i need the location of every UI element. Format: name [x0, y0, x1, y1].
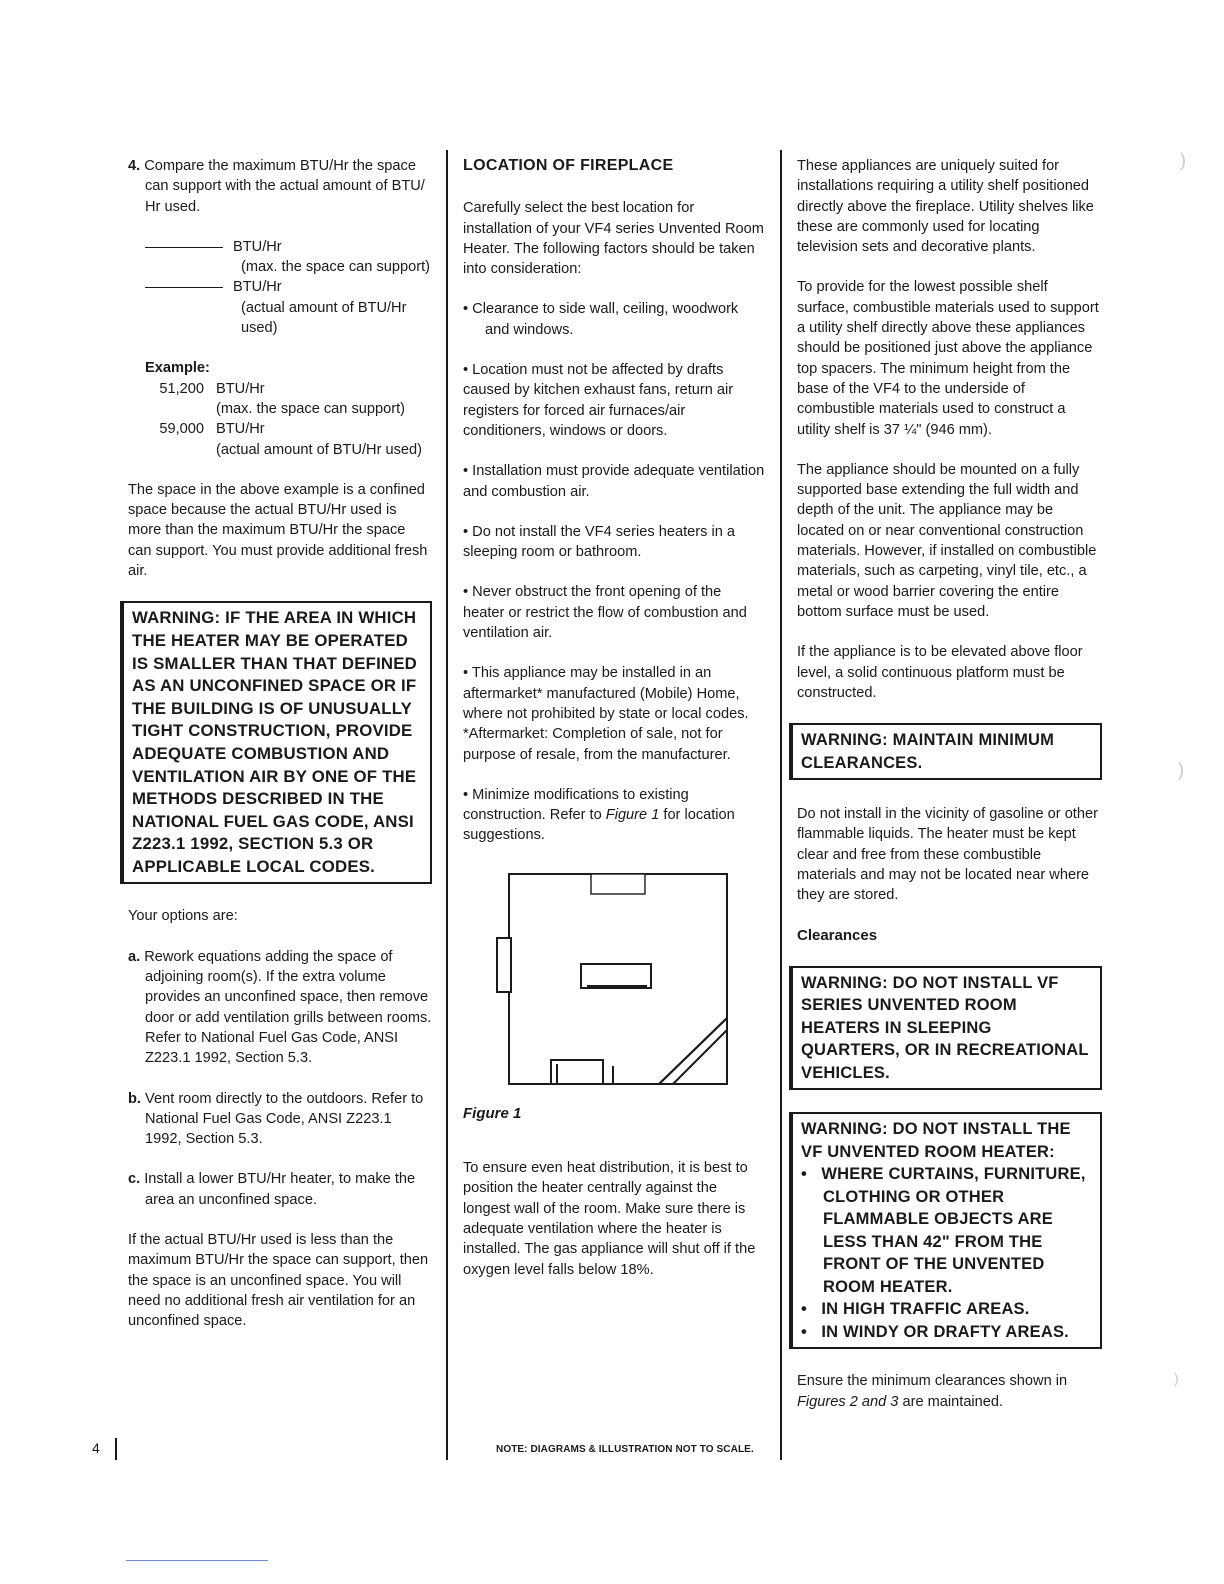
warning-clearances	[789, 723, 1102, 780]
figure-1-diagram	[489, 868, 729, 1088]
option-a	[128, 947, 432, 1069]
btu-form	[128, 237, 432, 338]
heat-distribution-text: To ensure even heat distribution, it is best to position the heater centrally against the longest wall of the room. Make sure there is adequate ventilation where the heater is installed. The gas appliance will shut off if the oxygen level falls below 18%.	[463, 1160, 756, 1278]
option-c	[128, 1169, 432, 1210]
confined-space-text: The space in the above example is a confined space because the actual BTU/Hr used is more than the maximum BTU/Hr the space can support. You must provide additional fresh air.	[128, 481, 428, 580]
example-heading: Example:	[145, 360, 210, 377]
actual-btu-blank[interactable]	[145, 287, 223, 288]
option-a-letter: a.	[128, 948, 141, 965]
bullet-text: This appliance may be installed in an aftermarket* manufactured (Mobile) Home, where not prohibited by state or local codes.	[463, 665, 749, 722]
step-4-text: Compare the maximum BTU/Hr the space can support with the actual amount of BTU/ Hr used.	[144, 158, 425, 215]
figures-2-3-reference[interactable]: Figures 2 and 3	[797, 1393, 899, 1410]
room-layout-svg	[489, 868, 729, 1088]
example-actual-label: (actual amount of BTU/Hr used)	[216, 441, 423, 458]
option-c-letter: c.	[128, 1171, 141, 1188]
location-bullet-2: • Location must not be affected by drafts caused by kitchen exhaust fans, return air registers for forced air furnaces/air conditioners, windows or doors.	[463, 362, 734, 439]
option-b	[128, 1089, 432, 1150]
max-btu-blank[interactable]	[145, 247, 223, 248]
scan-edge-line	[126, 1560, 268, 1561]
location-bullet-6: • This appliance may be installed in an aftermarket* manufactured (Mobile) Home, where not prohibited by state or local codes. *Aftermarket: Completion of sale, not for purpose of resale, from the manufacturer.	[463, 663, 765, 764]
warning-confined-text: WARNING: IF THE AREA IN WHICH THE HEATER MAY BE OPERATED IS SMALLER THAN THAT DEFINED AS AN UNCONFINED SPACE OR IF THE BUILDING IS OF UNUSUALLY TIGHT CONSTRUCTION, PROVIDE ADEQUATE COMBUSTION AND VENTILATION AIR BY ONE OF THE METHODS DESCRIBED IN THE NATIONAL FUEL GAS CODE, ANSI Z223.1 1992, SECTION 5.3 OR APPLICABLE LOCAL CODES.	[132, 608, 417, 876]
warning-item-text: WHERE CURTAINS, FURNITURE, CLOTHING OR OTHER FLAMMABLE OBJECTS ARE LESS THAN 42" FROM THE FRONT OF THE UNVENTED ROOM HEATER.	[821, 1165, 1086, 1296]
column-3	[797, 156, 1102, 1432]
clearances-heading: Clearances	[797, 926, 878, 944]
aftermarket-note: *Aftermarket: Completion of sale, not for purpose of resale, from the manufacturer.	[463, 726, 731, 763]
bullet-text: Clearance to side wall, ceiling, woodwork and windows.	[472, 301, 739, 338]
bullet-text: Never obstruct the front opening of the heater or restrict the flow of combustion and ventilation air.	[463, 584, 747, 642]
heater-center	[581, 964, 651, 988]
step-4	[128, 156, 432, 217]
option-b-text: Vent room directly to the outdoors. Refer to National Fuel Gas Code, ANSI Z223.1 1992, Section 5.3.	[145, 1090, 424, 1148]
option-a-text: Rework equations adding the space of adjoining room(s). If the extra volume provides an unconfined space, then remove door or add ventilation grills between rooms. Refer to National Fuel Gas Code, ANSI Z223.1 1992, Section 5.3.	[144, 948, 432, 1067]
platform-text: If the appliance is to be elevated above floor level, a solid continuous platform must be constructed.	[797, 644, 1083, 701]
column-rule-1	[446, 150, 448, 1460]
heater-bottom	[551, 1060, 603, 1084]
footer-note: NOTE: DIAGRAMS & ILLUSTRATION NOT TO SCALE.	[496, 1444, 754, 1455]
warning-rv-text: WARNING: DO NOT INSTALL VF SERIES UNVENTED ROOM HEATERS IN SLEEPING QUARTERS, OR IN RECREATIONAL VEHICLES.	[801, 973, 1089, 1082]
example-actual-row	[128, 419, 432, 439]
warning-confined-space	[120, 601, 432, 884]
ensure-tail: are maintained.	[902, 1393, 1004, 1410]
flammable-liquids-text: Do not install in the vicinity of gasoline or other flammable liquids. The heater must be kept clear and free from these combustible materials and may not be located near where they are stored.	[797, 806, 1098, 904]
example-max-row	[128, 379, 432, 399]
example-block	[128, 358, 432, 459]
location-bullet-3: • Installation must provide adequate ventilation and combustion air.	[463, 463, 765, 500]
scan-mark-1: )	[1180, 150, 1186, 170]
actual-unit: BTU/Hr	[233, 279, 282, 296]
warning-item-text: IN HIGH TRAFFIC AREAS.	[821, 1300, 1030, 1319]
bullet-text: Do not install the VF4 series heaters in a sleeping room or bathroom.	[463, 523, 735, 561]
actual-label: (actual amount of BTU/Hr used)	[241, 299, 407, 337]
location-bullet-4: • Do not install the VF4 series heaters in a sleeping room or bathroom.	[463, 523, 735, 561]
warning-item-text: IN WINDY OR DRAFTY AREAS.	[821, 1322, 1069, 1341]
bullet-text-tail: for location suggestions.	[463, 807, 735, 844]
warning-list-item-3: • IN WINDY OR DRAFTY AREAS.	[801, 1322, 1069, 1341]
example-max-label: (max. the space can support)	[216, 400, 405, 417]
column-rule-left	[115, 1438, 117, 1460]
example-actual-unit: BTU/Hr	[216, 421, 265, 438]
shelf-spacer-text: To provide for the lowest possible shelf surface, combustible materials used to support a utility shelf directly above these appliances should be positioned just above the appliance top spacers. The minimum height from the base of the VF4 to the underside of combustible materials used to construct a utility shelf is 37 ¼" (946 mm).	[797, 279, 1099, 438]
figure-1-caption: Figure 1	[463, 1104, 522, 1122]
door-left	[497, 938, 511, 992]
ensure-clearances-text	[797, 1371, 1102, 1412]
utility-shelf-text: These appliances are uniquely suited for installations requiring a utility shelf positioned directly above the fireplace. Utility shelves like these are commonly used for locating television sets and decorative plants.	[797, 158, 1094, 256]
option-b-letter: b.	[128, 1090, 141, 1107]
window-top	[591, 874, 645, 894]
base-support-text: The appliance should be mounted on a fully supported base extending the full width and depth of the unit. The appliance may be located on or near conventional construction materials. However, if installed on combustible materials, such as carpeting, vinyl tile, etc., a metal or wood barrier covering the entire bottom surface must be used.	[797, 461, 1097, 620]
max-unit: BTU/Hr	[233, 238, 282, 255]
location-bullet-5: • Never obstruct the front opening of the heater or restrict the flow of combustion and ventilation air.	[463, 584, 747, 642]
example-max-unit: BTU/Hr	[216, 380, 265, 397]
bullet-text: Location must not be affected by drafts caused by kitchen exhaust fans, return air registers for forced air furnaces/air conditioners, windows or doors.	[463, 362, 734, 439]
column-2	[463, 156, 765, 1300]
max-label: (max. the space can support)	[241, 259, 430, 276]
unconfined-space-text: If the actual BTU/Hr used is less than the maximum BTU/Hr the space can support, then the space is an unconfined space. You will need no additional fresh air ventilation for an unconfined space.	[128, 1232, 429, 1330]
scan-mark-2: )	[1178, 760, 1184, 780]
column-rule-2	[780, 150, 782, 1460]
warning-clearances-text: WARNING: MAINTAIN MINIMUM CLEARANCES.	[801, 731, 1055, 772]
warning-rv	[789, 966, 1102, 1091]
bullet-text: Minimize modifications to existing construction. Refer to	[463, 786, 689, 824]
location-bullet-1: • Clearance to side wall, ceiling, woodwork and windows.	[463, 301, 739, 338]
location-bullet-7: • Minimize modifications to existing construction. Refer to Figure 1 for location suggestions.	[463, 786, 735, 844]
options-intro: Your options are:	[128, 908, 238, 925]
example-max-value: 51,200	[159, 380, 204, 397]
step-4-number: 4.	[128, 158, 141, 174]
bullet-text: Installation must provide adequate ventilation and combustion air.	[463, 463, 765, 500]
warning-list-item-2: • IN HIGH TRAFFIC AREAS.	[801, 1300, 1030, 1319]
page-number: 4	[92, 1440, 100, 1456]
warning-list-title: WARNING: DO NOT INSTALL THE VF UNVENTED ROOM HEATER:	[801, 1120, 1071, 1161]
warning-install-list	[789, 1112, 1102, 1349]
column-1	[128, 156, 432, 1352]
ensure-text: Ensure the minimum clearances shown in	[797, 1373, 1068, 1390]
option-c-text: Install a lower BTU/Hr heater, to make the area an unconfined space.	[144, 1171, 416, 1208]
location-intro: Carefully select the best location for installation of your VF4 series Unvented Room Heater. The following factors should be taken into consideration:	[463, 200, 764, 278]
scan-mark-3: )	[1174, 1370, 1179, 1386]
warning-list-item-1: • WHERE CURTAINS, FURNITURE, CLOTHING OR OTHER FLAMMABLE OBJECTS ARE LESS THAN 42" FROM THE FRONT OF THE UNVENTED ROOM HEATER.	[801, 1165, 1086, 1296]
example-actual-value: 59,000	[159, 421, 204, 438]
figure-1-reference[interactable]: Figure 1	[605, 807, 660, 824]
location-heading: LOCATION OF FIREPLACE	[463, 157, 674, 174]
